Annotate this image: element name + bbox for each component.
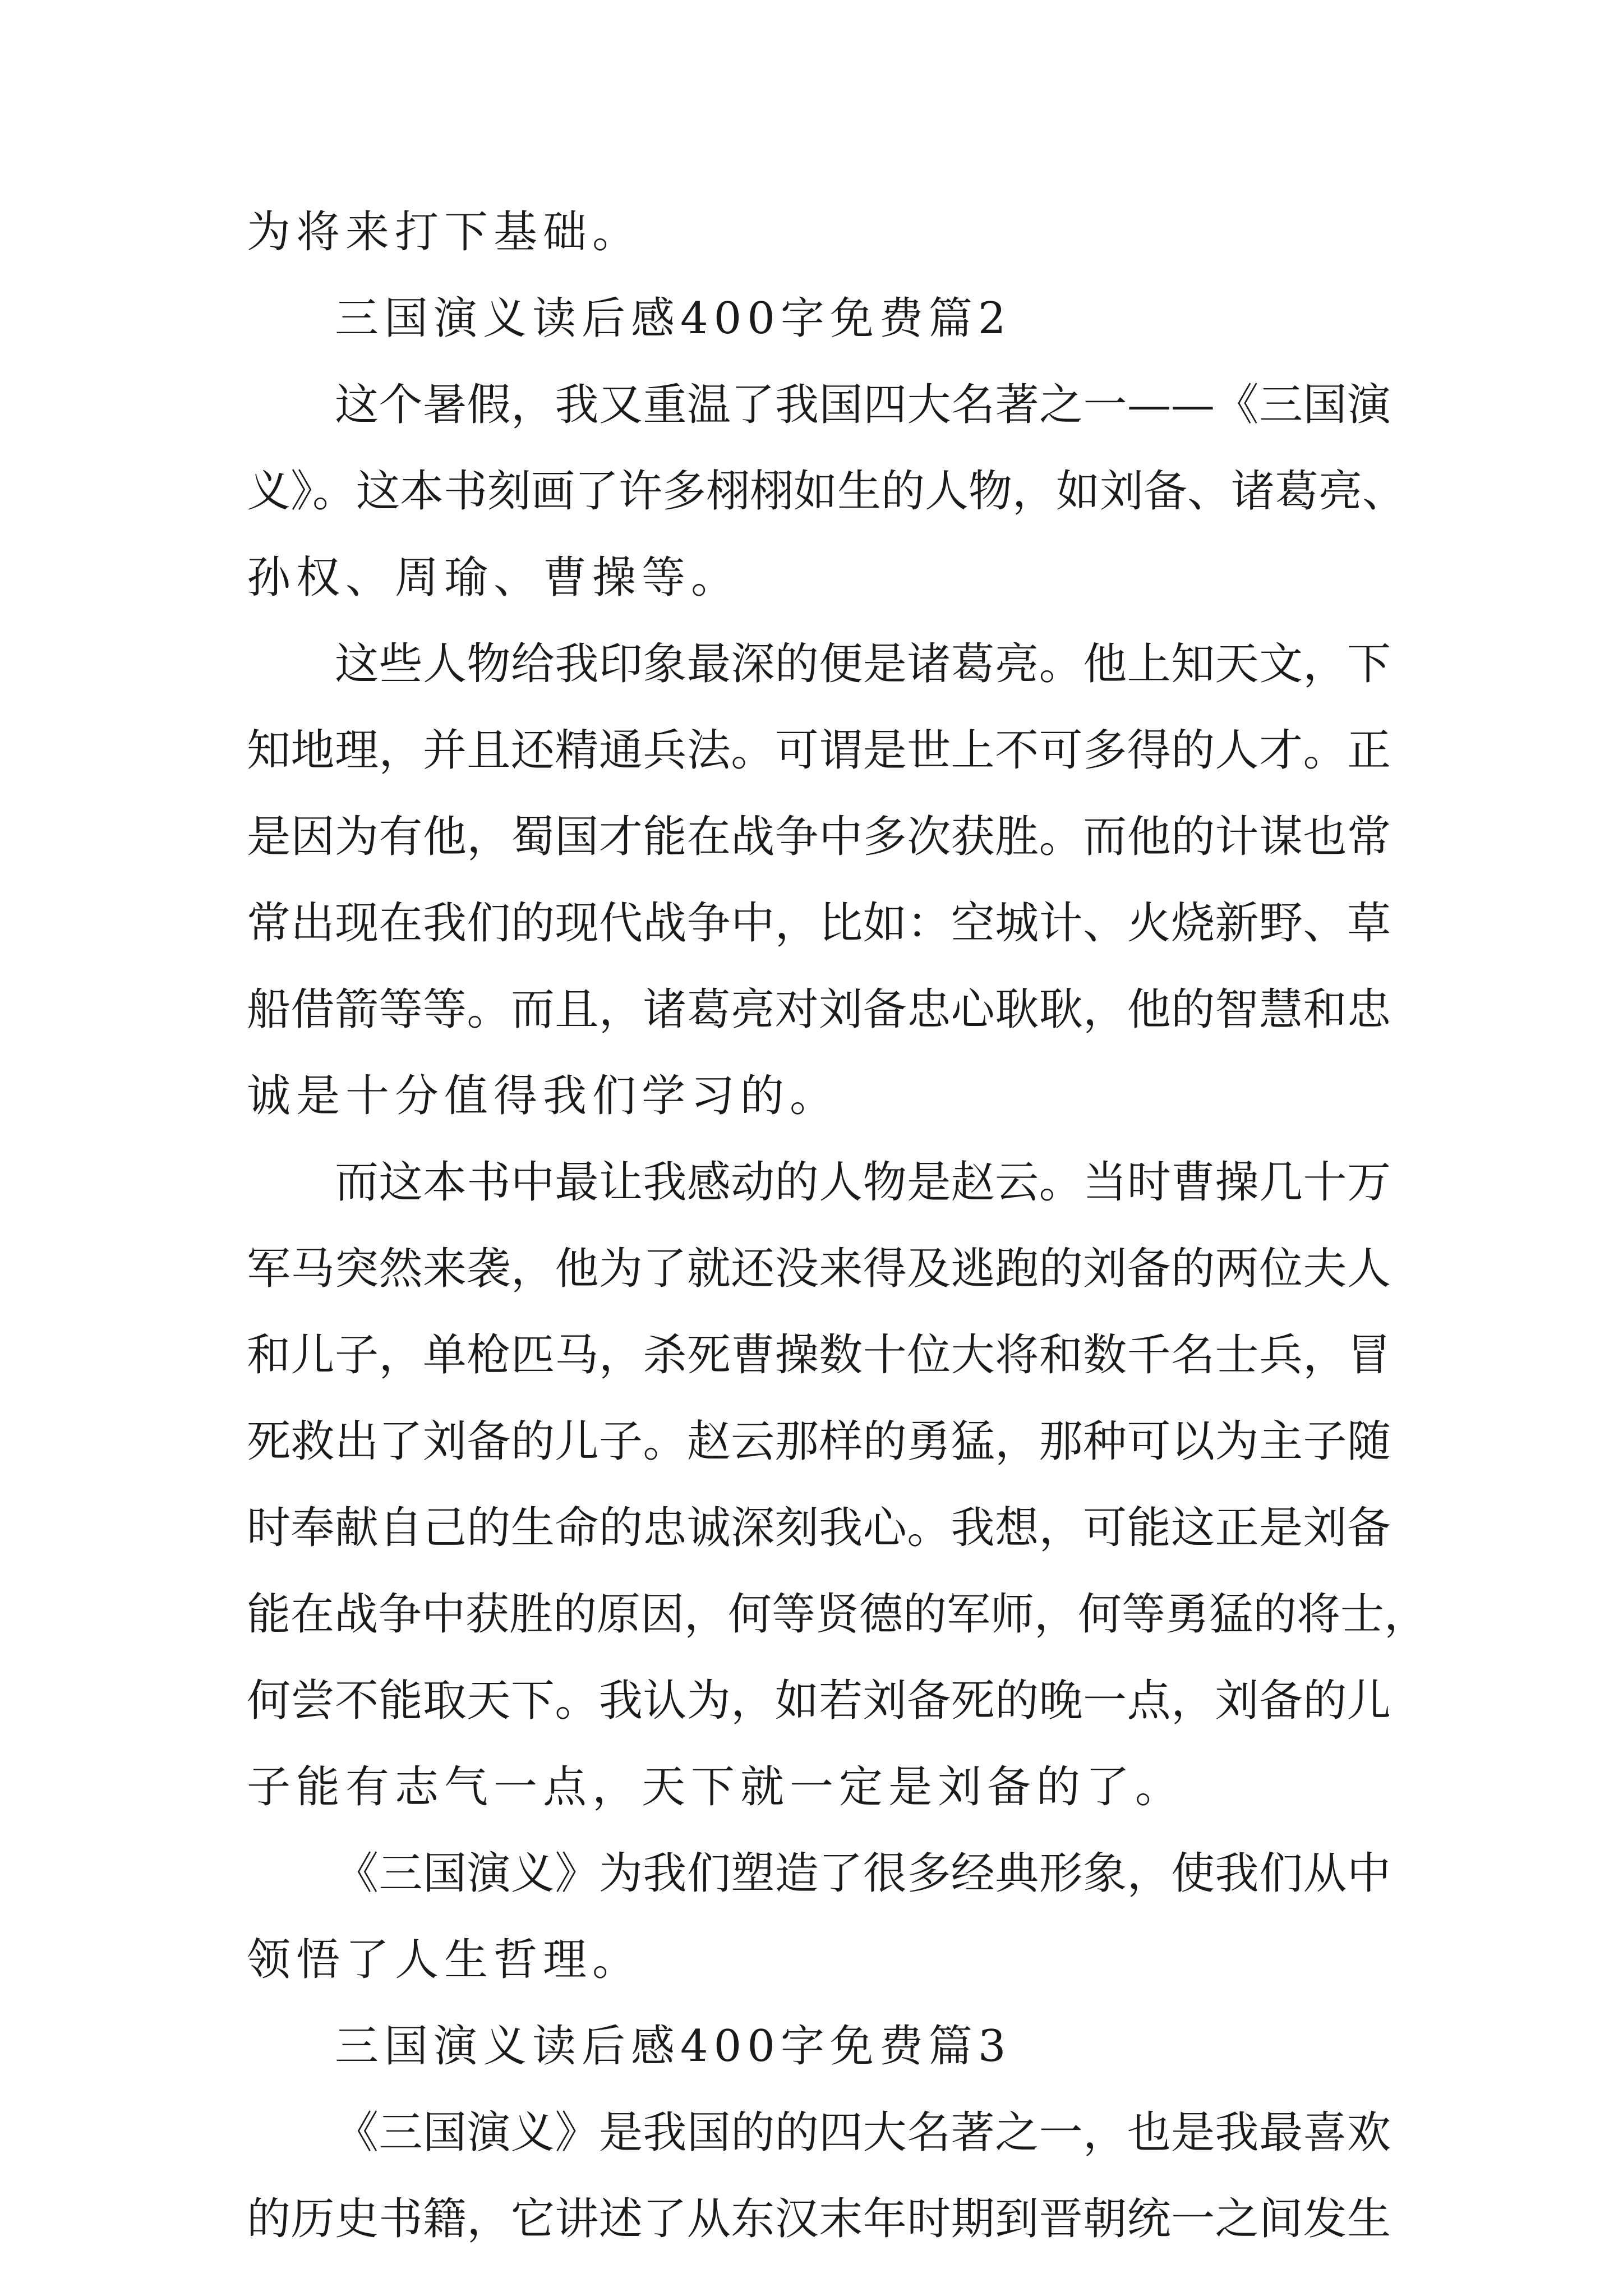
text-line: 这些人物给我印象最深的便是诸葛亮。他上知天文，下 <box>335 639 1391 689</box>
text-line: 时奉献自己的生命的忠诚深刻我心。我想，可能这正是刘备 <box>247 1503 1391 1553</box>
text-line: 孙权、周瑜、曹操等。 <box>247 553 741 603</box>
text-line: 是因为有他，蜀国才能在战争中多次获胜。而他的计谋也常 <box>247 812 1391 862</box>
text-line: 的历史书籍，它讲述了从东汉末年时期到晋朝统一之间发生 <box>247 2194 1391 2244</box>
text-line: 诚是十分值得我们学习的。 <box>247 1071 840 1121</box>
text-line: 这个暑假，我又重温了我国四大名著之一——《三国演 <box>335 380 1391 430</box>
text-line: 船借箭等等。而且，诸葛亮对刘备忠心耿耿，他的智慧和忠 <box>247 984 1391 1035</box>
text-line: 《三国演义》是我国的的四大名著之一，也是我最喜欢 <box>335 2108 1391 2158</box>
text-line: 军马突然来袭，他为了就还没来得及逃跑的刘备的两位夫人 <box>247 1244 1391 1294</box>
text-line: 和儿子，单枪匹马，杀死曹操数十位大将和数千名士兵，冒 <box>247 1330 1391 1381</box>
text-line: 义》。这本书刻画了许多栩栩如生的人物，如刘备、诸葛亮、 <box>247 466 1407 517</box>
text-line: 而这本书中最让我感动的人物是赵云。当时曹操几十万 <box>335 1157 1391 1208</box>
text-line: 知地理，并且还精通兵法。可谓是世上不可多得的人才。正 <box>247 725 1391 776</box>
text-line: 常出现在我们的现代战争中，比如：空城计、火烧新野、草 <box>247 898 1391 949</box>
text-line: 子能有志气一点，天下就一定是刘备的了。 <box>247 1762 1185 1812</box>
section-heading: 三国演义读后感400字免费篇3 <box>335 2021 1012 2072</box>
section-heading: 三国演义读后感400字免费篇2 <box>335 293 1012 344</box>
text-line: 能在战争中获胜的原因，何等贤德的军师，何等勇猛的将士， <box>247 1589 1428 1640</box>
text-line: 何尝不能取天下。我认为，如若刘备死的晚一点，刘备的儿 <box>247 1676 1391 1726</box>
text-line: 为将来打下基础。 <box>247 207 642 257</box>
text-line: 《三国演义》为我们塑造了很多经典形象，使我们从中 <box>335 1848 1391 1899</box>
text-line: 领悟了人生哲理。 <box>247 1935 642 1985</box>
text-line: 死救出了刘备的儿子。赵云那样的勇猛，那种可以为主子随 <box>247 1416 1391 1467</box>
